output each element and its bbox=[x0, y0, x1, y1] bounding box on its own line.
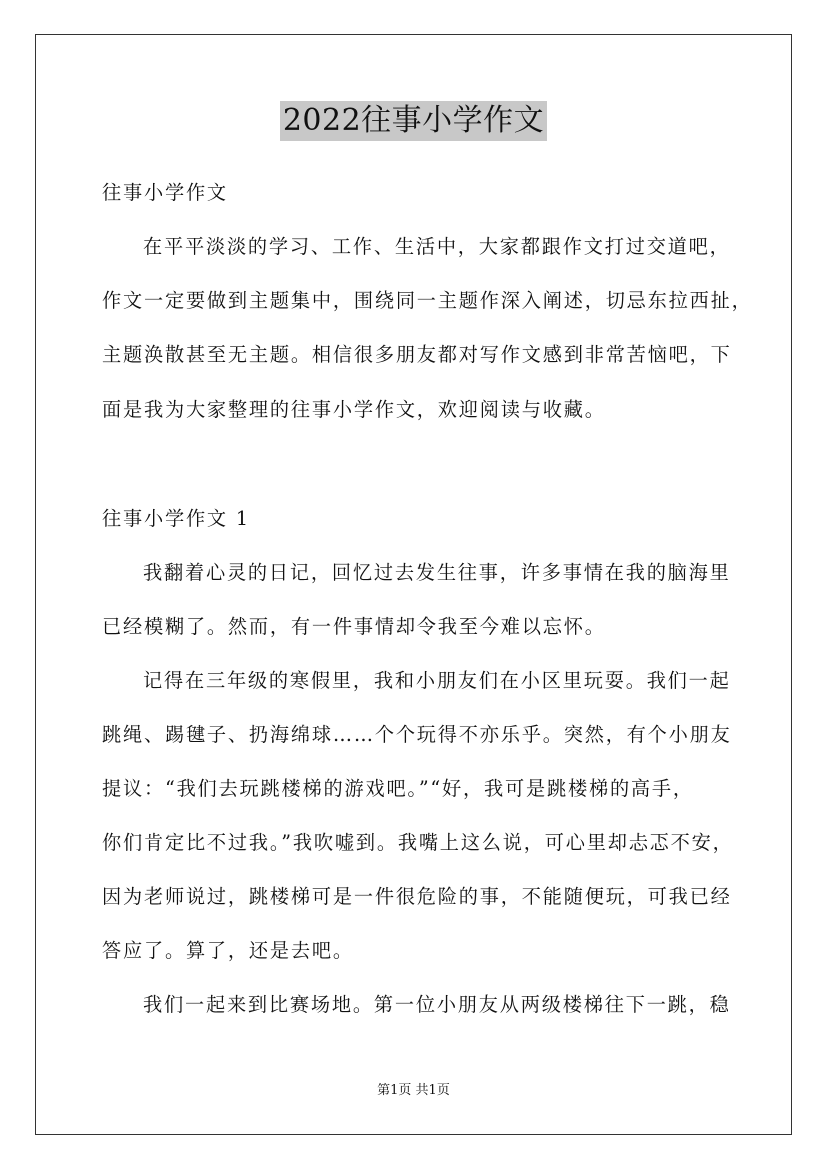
body-line: 我翻着心灵的日记，回忆过去发生往事，许多事情在我的脑海里 bbox=[143, 561, 731, 584]
body-line: 答应了。算了，还是去吧。 bbox=[102, 939, 354, 962]
intro-line: 面是我为大家整理的往事小学作文，欢迎阅读与收藏。 bbox=[102, 398, 606, 421]
document-heading: 往事小学作文 bbox=[102, 181, 228, 204]
intro-line: 作文一定要做到主题集中，围绕同一主题作深入阐述，切忌东拉西扯， bbox=[102, 289, 753, 312]
body-line: 记得在三年级的寒假里，我和小朋友们在小区里玩耍。我们一起 bbox=[143, 669, 731, 692]
body-line: 我们一起来到比赛场地。第一位小朋友从两级楼梯往下一跳，稳 bbox=[143, 993, 731, 1016]
title-container bbox=[0, 101, 827, 141]
body-line: 因为老师说过，跳楼梯可是一件很危险的事，不能随便玩，可我已经 bbox=[102, 885, 732, 908]
page-footer: 第1页 共1页 bbox=[377, 1083, 450, 1098]
body-line: 跳绳、踢毽子、扔海绵球……个个玩得不亦乐乎。突然，有个小朋友 bbox=[102, 723, 732, 746]
section-heading: 往事小学作文 1 bbox=[102, 507, 250, 530]
body-line: 提议：“我们去玩跳楼梯的游戏吧。”“好，我可是跳楼梯的高手， bbox=[102, 777, 694, 800]
intro-line: 在平平淡淡的学习、工作、生活中，大家都跟作文打过交道吧， bbox=[143, 235, 731, 258]
body-line: 已经模糊了。然而，有一件事情却令我至今难以忘怀。 bbox=[102, 615, 606, 638]
document-title: 2022往事小学作文 bbox=[280, 101, 547, 141]
intro-line: 主题涣散甚至无主题。相信很多朋友都对写作文感到非常苦恼吧，下 bbox=[102, 343, 732, 366]
body-line: 你们肯定比不过我。”我吹嘘到。我嘴上这么说，可心里却忐忑不安， bbox=[102, 831, 734, 854]
